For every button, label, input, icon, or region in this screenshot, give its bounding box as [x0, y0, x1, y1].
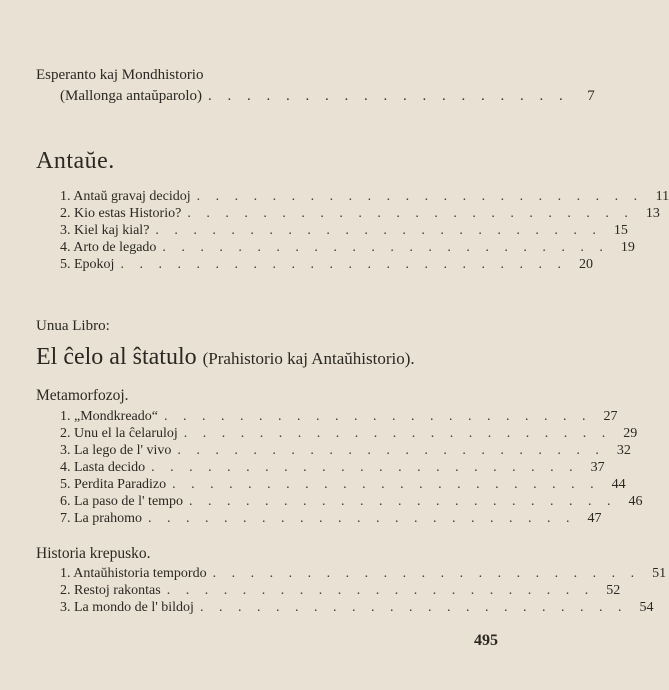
metamorfozoj-heading: Metamorfozoj.	[36, 387, 129, 404]
entry-label: 2. Kio estas Historio?	[60, 206, 182, 221]
toc-entry	[60, 443, 631, 459]
entry-page: 37	[590, 460, 605, 475]
entry-page: 27	[603, 409, 618, 424]
entry-page: 44	[611, 477, 626, 492]
dot-leader: . . . . . . . . . . . . . . . . . . . . . . . .	[187, 206, 634, 221]
entry-label: 4. Lasta decido	[60, 460, 146, 475]
toc-entry	[60, 477, 626, 493]
dot-leader: . . . . . . . . . . . . . . . . . . . . . . .	[183, 426, 612, 441]
dot-leader: . . . . . . . . . . . . . . . . . . . . . . .	[148, 511, 576, 526]
dot-leader: . . . . . . . . . . . . . . . . . . . . . . . .	[162, 240, 609, 255]
intro-entry	[60, 88, 595, 105]
dot-leader: . . . . . . . . . . . . . . . . . . . . . . .	[177, 443, 605, 458]
entry-label: 1. Antaŭhistoria tempordo	[60, 566, 207, 581]
dot-leader: . . . . . . . . . . . . . . . . . . . . . . .	[212, 566, 641, 581]
dot-leader: . . . . . . . . . . . . . . . . . . .	[208, 88, 569, 104]
dot-leader: . . . . . . . . . . . . . . . . . . . . . . .	[199, 600, 628, 615]
toc-entry	[60, 189, 669, 205]
entry-label: 1. Antaŭ gravaj decidoj	[60, 189, 191, 204]
entry-label: 3. Kiel kaj kial?	[60, 223, 150, 238]
entry-page: 47	[587, 511, 602, 526]
toc-entry	[60, 511, 602, 527]
entry-label: 6. La paso de l' tempo	[60, 494, 184, 509]
entry-label: 3. La lego de l' vivo	[60, 443, 172, 458]
entry-page: 15	[613, 223, 628, 238]
dot-leader: . . . . . . . . . . . . . . . . . . . . . . .	[189, 494, 617, 509]
entry-label: 5. Perdita Paradizo	[60, 477, 167, 492]
entry-page: 13	[645, 206, 660, 221]
entry-page: 46	[628, 494, 643, 509]
entry-label: 7. La prahomo	[60, 511, 143, 526]
entry-label: 5. Epokoj	[60, 257, 115, 272]
dot-leader: . . . . . . . . . . . . . . . . . . . . . . .	[166, 583, 595, 598]
book-heading	[36, 344, 415, 371]
dot-leader: . . . . . . . . . . . . . . . . . . . . . . .	[151, 460, 579, 475]
dot-leader: . . . . . . . . . . . . . . . . . . . . . . .	[163, 409, 592, 424]
book-kicker: Unua Libro:	[36, 318, 110, 334]
toc-entry	[60, 206, 660, 222]
toc-entry	[60, 257, 593, 273]
entry-page: 11	[655, 189, 669, 204]
toc-entry	[60, 223, 628, 239]
entry-page: 54	[639, 600, 654, 615]
dot-leader: . . . . . . . . . . . . . . . . . . . . . . . .	[155, 223, 602, 238]
entry-label: 4. Arto de legado	[60, 240, 157, 255]
intro-page: 7	[587, 88, 595, 104]
book-subtitle: (Prahistorio kaj Antaŭhistorio).	[202, 349, 415, 368]
entry-label: 1. „Mondkreado“	[60, 409, 158, 424]
book-title: El ĉelo al ŝtatulo	[36, 344, 197, 370]
entry-page: 20	[578, 257, 593, 272]
toc-entry	[60, 566, 667, 582]
entry-label: 2. Restoj rakontas	[60, 583, 161, 598]
entry-page: 52	[606, 583, 621, 598]
dot-leader: . . . . . . . . . . . . . . . . . . . . . . .	[172, 477, 600, 492]
krepusko-heading: Historia krepusko.	[36, 545, 151, 562]
entry-label: 3. La mondo de l' bildoj	[60, 600, 194, 615]
toc-entry	[60, 426, 638, 442]
entry-page: 51	[652, 566, 667, 581]
toc-entry	[60, 600, 654, 616]
entry-page: 29	[623, 426, 638, 441]
dot-leader: . . . . . . . . . . . . . . . . . . . . . . . .	[120, 257, 567, 272]
toc-entry	[60, 583, 621, 599]
intro-subtitle: (Mallonga antaŭparolo)	[60, 88, 203, 104]
entry-page: 19	[620, 240, 635, 255]
entry-label: 2. Unu el la ĉelaruloj	[60, 426, 178, 441]
toc-entry	[60, 240, 635, 256]
toc-entry	[60, 409, 618, 425]
intro-title: Esperanto kaj Mondhistorio	[36, 67, 204, 83]
entry-page: 32	[616, 443, 631, 458]
toc-entry	[60, 494, 643, 510]
toc-entry	[60, 460, 605, 476]
dot-leader: . . . . . . . . . . . . . . . . . . . . . . . .	[196, 189, 644, 204]
antaue-heading: Antaŭe.	[36, 148, 115, 174]
page-number: 495	[474, 632, 498, 649]
